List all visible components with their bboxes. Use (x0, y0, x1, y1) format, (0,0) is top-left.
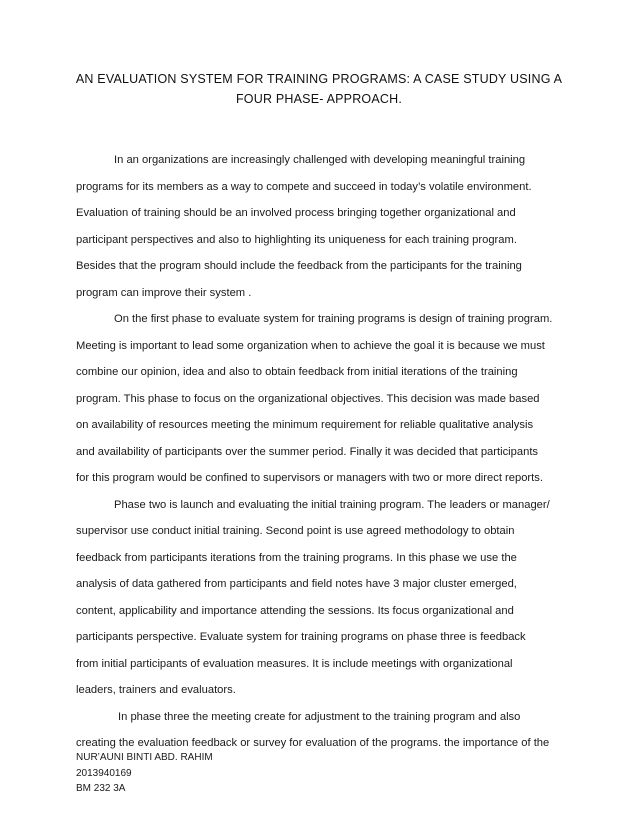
body-line: feedback from participants iterations from the training programs. In this phase we use the (76, 551, 517, 564)
body-line: In phase three the meeting create for adjustment to the training program and also (118, 710, 521, 723)
body-line: Meeting is important to lead some organization when to achieve the goal it is because we must (76, 339, 545, 352)
title-line: FOUR PHASE- APPROACH. (235, 92, 403, 106)
body-line: analysis of data gathered from participants and field notes have 3 major cluster emerged, (76, 578, 517, 590)
body-line: content, applicability and importance attending the sessions. Its focus organizational and (76, 604, 514, 617)
document-title (60, 69, 578, 109)
body-line: program. This phase to focus on the organizational objectives. This decision was made based (76, 392, 540, 405)
body-line: combine our opinion, idea and also to obtain feedback from initial iterations of the training (76, 366, 518, 378)
title-line: AN EVALUATION SYSTEM FOR TRAINING PROGRAMS: A CASE STUDY USING A (75, 72, 563, 86)
body-line: participants perspective. Evaluate system for training programs on phase three is feedback (76, 631, 526, 643)
student-id: 2013940169 (76, 767, 132, 779)
body-line: On the first phase to evaluate system for training programs is design of training program. (114, 313, 553, 325)
body-line: from initial participants of evaluation measures. It is include meetings with organizational (76, 657, 513, 670)
body-line: on availability of resources meeting the minimum requirement for reliable qualitative analysis (76, 419, 534, 431)
body-line: for this program would be confined to supervisors or managers with two or more direct reports. (76, 472, 543, 484)
body-line: program can improve their system . (76, 286, 252, 299)
body-line: programs for its members as a way to compete and succeed in today’s volatile environment. (76, 180, 532, 193)
author-name: NUR’AUNI BINTI ABD. RAHIM (76, 752, 213, 763)
body-line: leaders, trainers and evaluators. (76, 684, 236, 696)
class-code: BM 232 3A (76, 783, 126, 794)
body-line: In an organizations are increasingly challenged with developing meaningful training (114, 154, 526, 166)
body-line: participant perspectives and also to highlighting its uniqueness for each training program. (76, 233, 517, 246)
body-line: Evaluation of training should be an involved process bringing together organizational and (76, 207, 516, 219)
body-line: Besides that the program should include the feedback from the participants for the training (76, 260, 522, 272)
document-footer (76, 750, 213, 797)
body-line: supervisor use conduct initial training. Second point is use agreed methodology to obtain (76, 525, 515, 537)
body-line: creating the evaluation feedback or survey for evaluation of the programs. the importance of the (76, 737, 550, 749)
body-line: Phase two is launch and evaluating the initial training program. The leaders or manager/ (114, 498, 550, 511)
document-body (76, 147, 576, 757)
body-line: and availability of participants over the summer period. Finally it was decided that participants (76, 445, 539, 458)
